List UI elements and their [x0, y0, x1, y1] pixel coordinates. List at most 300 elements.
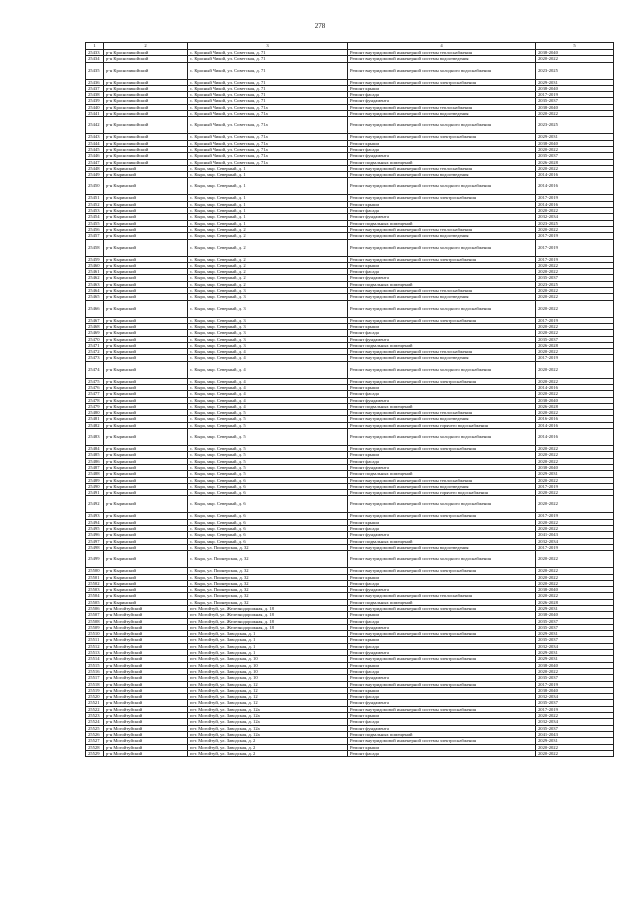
district-cell: р-н Красночикойский: [104, 79, 188, 85]
district-cell: р-н Красночикойский: [104, 56, 188, 62]
district-cell: р-н Могойтуйский: [104, 706, 188, 712]
district-cell: р-н Могойтуйский: [104, 631, 188, 637]
address-cell: с. Кыра, мкр. Северный, д. 2: [188, 275, 348, 281]
period-cell: 2038-2040: [536, 85, 614, 91]
row-number: 25476: [86, 384, 104, 390]
period-cell: 2020-2022: [536, 519, 614, 525]
row-number: 25458: [86, 239, 104, 256]
district-cell: р-н Кыринский: [104, 538, 188, 544]
period-cell: 2017-2019: [536, 256, 614, 262]
work-type-cell: Ремонт фасада: [348, 618, 536, 624]
district-cell: р-н Могойтуйский: [104, 656, 188, 662]
row-number: 25454: [86, 214, 104, 220]
period-cell: 2020-2022: [536, 288, 614, 294]
row-number: 25449: [86, 172, 104, 178]
district-cell: р-н Кыринский: [104, 323, 188, 329]
work-type-cell: Ремонт внутридомовой инженерной системы теплоснабжения: [348, 50, 536, 56]
period-cell: 2023-2025: [536, 62, 614, 79]
row-number: 25467: [86, 317, 104, 323]
address-cell: пгт. Могойтуй, ул. Заводская, д. 12а: [188, 713, 348, 719]
row-number: 25495: [86, 526, 104, 532]
period-cell: 2017-2019: [536, 239, 614, 256]
address-cell: с. Кыра, ул. Пионерская, д. 32: [188, 587, 348, 593]
address-cell: с. Кыра, мкр. Северный, д. 3: [188, 288, 348, 294]
work-type-cell: Ремонт фасада: [348, 526, 536, 532]
period-cell: 2032-2034: [536, 214, 614, 220]
work-type-cell: Ремонт фундамента: [348, 700, 536, 706]
period-cell: 2038-2040: [536, 464, 614, 470]
row-number: 25494: [86, 519, 104, 525]
row-number: 25469: [86, 330, 104, 336]
row-number: 25443: [86, 134, 104, 140]
row-number: 25489: [86, 477, 104, 483]
period-cell: 2020-2022: [536, 269, 614, 275]
address-cell: с. Кыра, мкр. Северный, д. 4: [188, 361, 348, 378]
district-cell: р-н Кыринский: [104, 269, 188, 275]
period-cell: 2020-2022: [536, 378, 614, 384]
work-type-cell: Ремонт фасада: [348, 750, 536, 756]
column-header-4: 4: [348, 43, 536, 50]
header-row: [86, 43, 614, 50]
row-number: 25463: [86, 281, 104, 287]
row-number: 25505: [86, 599, 104, 605]
work-type-cell: Ремонт внутридомовой инженерной системы горячего водоснабжения: [348, 490, 536, 496]
address-cell: с. Кыра, мкр. Северный, д. 1: [188, 178, 348, 195]
district-cell: р-н Могойтуйский: [104, 668, 188, 674]
district-cell: р-н Кыринский: [104, 178, 188, 195]
address-cell: пгт. Могойтуй, ул. Заводская, д. 12: [188, 681, 348, 687]
district-cell: р-н Кыринский: [104, 275, 188, 281]
period-cell: 2020-2022: [536, 111, 614, 117]
page-number: 278: [314, 22, 326, 30]
work-type-cell: Ремонт внутридомовой инженерной системы водоотведения: [348, 416, 536, 422]
address-cell: с. Кыра, мкр. Северный, д. 3: [188, 317, 348, 323]
period-cell: 2020-2022: [536, 580, 614, 586]
row-number: 25491: [86, 490, 104, 496]
address-cell: с. Красный Чикой, ул. Советская, д. 71а: [188, 111, 348, 117]
period-cell: 2014-2016: [536, 384, 614, 390]
work-type-cell: Ремонт фасада: [348, 458, 536, 464]
district-cell: р-н Кыринский: [104, 599, 188, 605]
row-number: 25464: [86, 288, 104, 294]
period-cell: 2035-2037: [536, 98, 614, 104]
work-type-cell: Ремонт крыши: [348, 323, 536, 329]
district-cell: р-н Красночикойский: [104, 50, 188, 56]
period-cell: 2041-2043: [536, 731, 614, 737]
period-cell: 2038-2040: [536, 687, 614, 693]
row-number: 25436: [86, 79, 104, 85]
work-type-cell: Ремонт внутридомовой инженерной системы водоотведения: [348, 233, 536, 239]
work-type-cell: Ремонт внутридомовой инженерной системы теплоснабжения: [348, 288, 536, 294]
district-cell: р-н Кыринский: [104, 429, 188, 446]
address-cell: с. Кыра, мкр. Северный, д. 6: [188, 496, 348, 513]
address-cell: с. Красный Чикой, ул. Советская, д. 71: [188, 85, 348, 91]
district-cell: р-н Кыринский: [104, 239, 188, 256]
period-cell: 2020-2022: [536, 208, 614, 214]
address-cell: с. Кыра, ул. Пионерская, д. 32: [188, 593, 348, 599]
address-cell: с. Кыра, мкр. Северный, д. 1: [188, 214, 348, 220]
address-cell: с. Кыра, мкр. Северный, д. 3: [188, 300, 348, 317]
work-type-cell: Ремонт подвальных помещений: [348, 538, 536, 544]
period-cell: 2029-2031: [536, 656, 614, 662]
column-header-2: 2: [104, 43, 188, 50]
address-cell: с. Красный Чикой, ул. Советская, д. 71: [188, 50, 348, 56]
work-type-cell: Ремонт крыши: [348, 85, 536, 91]
district-cell: р-н Могойтуйский: [104, 694, 188, 700]
district-cell: р-н Кыринский: [104, 378, 188, 384]
table-row: [86, 361, 614, 378]
district-cell: р-н Кыринский: [104, 532, 188, 538]
district-cell: р-н Кыринский: [104, 214, 188, 220]
period-cell: 2020-2022: [536, 750, 614, 756]
period-cell: 2020-2022: [536, 458, 614, 464]
work-type-cell: Ремонт фундамента: [348, 587, 536, 593]
period-cell: 2017-2019: [536, 317, 614, 323]
row-number: 25453: [86, 208, 104, 214]
address-cell: с. Кыра, мкр. Северный, д. 4: [188, 378, 348, 384]
row-number: 25523: [86, 713, 104, 719]
period-cell: 2017-2019: [536, 483, 614, 489]
work-type-cell: Ремонт подвальных помещений: [348, 342, 536, 348]
address-cell: пгт. Могойтуй, ул. Заводская, д. 12а: [188, 731, 348, 737]
table-row: [86, 117, 614, 134]
row-number: 25500: [86, 568, 104, 574]
table-row: [86, 62, 614, 79]
district-cell: р-н Кыринский: [104, 452, 188, 458]
district-cell: р-н Кыринский: [104, 471, 188, 477]
period-cell: 2020-2022: [536, 446, 614, 452]
row-number: 25480: [86, 410, 104, 416]
row-number: 25459: [86, 256, 104, 262]
period-cell: 2029-2031: [536, 738, 614, 744]
district-cell: р-н Красночикойский: [104, 140, 188, 146]
district-cell: р-н Красночикойский: [104, 85, 188, 91]
address-cell: с. Красный Чикой, ул. Советская, д. 71а: [188, 159, 348, 165]
address-cell: с. Кыра, мкр. Северный, д. 4: [188, 349, 348, 355]
row-number: 25441: [86, 111, 104, 117]
row-number: 25518: [86, 681, 104, 687]
row-number: 25484: [86, 446, 104, 452]
row-number: 25485: [86, 452, 104, 458]
address-cell: пгт. Могойтуй, ул. Заводская, д. 10: [188, 675, 348, 681]
row-number: 25516: [86, 668, 104, 674]
row-number: 25483: [86, 429, 104, 446]
column-header-5: 5: [536, 43, 614, 50]
address-cell: с. Кыра, мкр. Северный, д. 4: [188, 355, 348, 361]
work-type-cell: Ремонт внутридомовой инженерной системы электроснабжения: [348, 706, 536, 712]
work-type-cell: Ремонт внутридомовой инженерной системы электроснабжения: [348, 79, 536, 85]
capital-repair-table: [85, 42, 614, 757]
period-cell: 2035-2037: [536, 618, 614, 624]
address-cell: с. Кыра, мкр. Северный, д. 1: [188, 165, 348, 171]
address-cell: с. Красный Чикой, ул. Советская, д. 71: [188, 98, 348, 104]
address-cell: с. Кыра, мкр. Северный, д. 4: [188, 391, 348, 397]
district-cell: р-н Кыринский: [104, 336, 188, 342]
district-cell: р-н Кыринский: [104, 195, 188, 201]
row-number: 25526: [86, 731, 104, 737]
address-cell: с. Кыра, мкр. Северный, д. 5: [188, 464, 348, 470]
period-cell: 2020-2022: [536, 294, 614, 300]
period-cell: 2023-2025: [536, 281, 614, 287]
row-number: 25468: [86, 323, 104, 329]
work-type-cell: Ремонт внутридомовой инженерной системы холодного водоснабжения: [348, 429, 536, 446]
work-type-cell: Ремонт фундамента: [348, 98, 536, 104]
district-cell: р-н Кыринский: [104, 391, 188, 397]
address-cell: с. Кыра, мкр. Северный, д. 2: [188, 226, 348, 232]
work-type-cell: Ремонт крыши: [348, 452, 536, 458]
period-cell: 2020-2022: [536, 574, 614, 580]
row-number: 25452: [86, 201, 104, 207]
district-cell: р-н Могойтуйский: [104, 744, 188, 750]
period-cell: 2020-2022: [536, 668, 614, 674]
row-number: 25503: [86, 587, 104, 593]
address-cell: с. Кыра, ул. Пионерская, д. 32: [188, 574, 348, 580]
work-type-cell: Ремонт подвальных помещений: [348, 471, 536, 477]
address-cell: с. Кыра, мкр. Северный, д. 6: [188, 532, 348, 538]
district-cell: р-н Могойтуйский: [104, 700, 188, 706]
address-cell: с. Кыра, мкр. Северный, д. 2: [188, 256, 348, 262]
work-type-cell: Ремонт подвальных помещений: [348, 599, 536, 605]
work-type-cell: Ремонт внутридомовой инженерной системы электроснабжения: [348, 656, 536, 662]
address-cell: пгт. Могойтуй, ул. Заводская, д. 12: [188, 687, 348, 693]
period-cell: 2023-2025: [536, 220, 614, 226]
district-cell: р-н Кыринский: [104, 165, 188, 171]
period-cell: 2020-2022: [536, 56, 614, 62]
period-cell: 2029-2031: [536, 606, 614, 612]
work-type-cell: Ремонт внутридомовой инженерной системы электроснабжения: [348, 134, 536, 140]
district-cell: р-н Могойтуйский: [104, 675, 188, 681]
period-cell: 2020-2022: [536, 330, 614, 336]
period-cell: 2038-2040: [536, 662, 614, 668]
district-cell: р-н Кыринский: [104, 496, 188, 513]
period-cell: 2026-2028: [536, 159, 614, 165]
work-type-cell: Ремонт фундамента: [348, 464, 536, 470]
district-cell: р-н Могойтуйский: [104, 624, 188, 630]
row-number: 25460: [86, 262, 104, 268]
district-cell: р-н Кыринский: [104, 544, 188, 550]
address-cell: с. Красный Чикой, ул. Советская, д. 71: [188, 79, 348, 85]
work-type-cell: Ремонт фасада: [348, 668, 536, 674]
work-type-cell: Ремонт крыши: [348, 612, 536, 618]
period-cell: 2020-2022: [536, 744, 614, 750]
work-type-cell: Ремонт внутридомовой инженерной системы холодного водоснабжения: [348, 361, 536, 378]
period-cell: 2020-2022: [536, 323, 614, 329]
district-cell: р-н Красночикойский: [104, 153, 188, 159]
address-cell: пгт. Могойтуй, ул. Заводская, д. 10: [188, 656, 348, 662]
row-number: 25455: [86, 220, 104, 226]
address-cell: с. Красный Чикой, ул. Советская, д. 71: [188, 56, 348, 62]
row-number: 25492: [86, 496, 104, 513]
address-cell: с. Красный Чикой, ул. Советская, д. 71а: [188, 117, 348, 134]
period-cell: 2032-2034: [536, 719, 614, 725]
period-cell: 2020-2022: [536, 568, 614, 574]
work-type-cell: Ремонт фундамента: [348, 214, 536, 220]
work-type-cell: Ремонт крыши: [348, 201, 536, 207]
period-cell: 2038-2040: [536, 140, 614, 146]
work-type-cell: Ремонт подвальных помещений: [348, 731, 536, 737]
row-number: 25438: [86, 92, 104, 98]
period-cell: 2017-2019: [536, 195, 614, 201]
address-cell: с. Кыра, мкр. Северный, д. 2: [188, 262, 348, 268]
period-cell: 2032-2034: [536, 643, 614, 649]
work-type-cell: Ремонт внутридомовой инженерной системы электроснабжения: [348, 738, 536, 744]
work-type-cell: Ремонт крыши: [348, 262, 536, 268]
row-number: 25477: [86, 391, 104, 397]
work-type-cell: Ремонт внутридомовой инженерной системы холодного водоснабжения: [348, 239, 536, 256]
period-cell: 2020-2022: [536, 410, 614, 416]
row-number: 25493: [86, 513, 104, 519]
row-number: 25472: [86, 349, 104, 355]
address-cell: с. Кыра, ул. Пионерская, д. 32: [188, 551, 348, 568]
row-number: 25450: [86, 178, 104, 195]
row-number: 25440: [86, 104, 104, 110]
work-type-cell: Ремонт внутридомовой инженерной системы холодного водоснабжения: [348, 62, 536, 79]
address-cell: с. Красный Чикой, ул. Советская, д. 71а: [188, 146, 348, 152]
row-number: 25508: [86, 618, 104, 624]
period-cell: 2017-2019: [536, 544, 614, 550]
period-cell: 2017-2019: [536, 513, 614, 519]
district-cell: р-н Кыринский: [104, 458, 188, 464]
row-number: 25517: [86, 675, 104, 681]
period-cell: 2020-2022: [536, 593, 614, 599]
district-cell: р-н Красночикойский: [104, 92, 188, 98]
period-cell: 2038-2040: [536, 587, 614, 593]
period-cell: 2020-2022: [536, 477, 614, 483]
work-type-cell: Ремонт внутридомовой инженерной системы горячего водоснабжения: [348, 422, 536, 428]
work-type-cell: Ремонт внутридомовой инженерной системы электроснабжения: [348, 378, 536, 384]
address-cell: с. Кыра, мкр. Северный, д. 5: [188, 452, 348, 458]
district-cell: р-н Кыринский: [104, 403, 188, 409]
work-type-cell: Ремонт крыши: [348, 713, 536, 719]
period-cell: 2020-2022: [536, 452, 614, 458]
address-cell: пгт. Могойтуй, ул. Заводская, д. 2: [188, 744, 348, 750]
work-type-cell: Ремонт фундамента: [348, 675, 536, 681]
work-type-cell: Ремонт фундамента: [348, 532, 536, 538]
district-cell: р-н Кыринский: [104, 330, 188, 336]
address-cell: пгт. Могойтуй, ул. Заводская, д. 12а: [188, 725, 348, 731]
row-number: 25444: [86, 140, 104, 146]
period-cell: 2017-2019: [536, 92, 614, 98]
address-cell: с. Кыра, мкр. Северный, д. 5: [188, 410, 348, 416]
row-number: 25488: [86, 471, 104, 477]
district-cell: р-н Кыринский: [104, 490, 188, 496]
period-cell: 2035-2037: [536, 336, 614, 342]
address-cell: пгт. Могойтуй, ул. Заводская, д. 12: [188, 694, 348, 700]
district-cell: р-н Кыринский: [104, 317, 188, 323]
period-cell: 2029-2031: [536, 471, 614, 477]
address-cell: с. Кыра, мкр. Северный, д. 3: [188, 336, 348, 342]
work-type-cell: Ремонт внутридомовой инженерной системы электроснабжения: [348, 681, 536, 687]
period-cell: 2017-2019: [536, 355, 614, 361]
work-type-cell: Ремонт фасада: [348, 330, 536, 336]
work-type-cell: Ремонт внутридомовой инженерной системы водоотведения: [348, 355, 536, 361]
period-cell: 2020-2022: [536, 496, 614, 513]
work-type-cell: Ремонт внутридомовой инженерной системы водоотведения: [348, 172, 536, 178]
work-type-cell: Ремонт крыши: [348, 744, 536, 750]
row-number: 25456: [86, 226, 104, 232]
period-cell: 2035-2037: [536, 624, 614, 630]
period-cell: 2020-2022: [536, 226, 614, 232]
district-cell: р-н Кыринский: [104, 201, 188, 207]
address-cell: с. Кыра, мкр. Северный, д. 3: [188, 323, 348, 329]
period-cell: 2038-2040: [536, 50, 614, 56]
period-cell: 2020-2022: [536, 526, 614, 532]
work-type-cell: Ремонт фасада: [348, 580, 536, 586]
district-cell: р-н Кыринский: [104, 262, 188, 268]
row-number: 25470: [86, 336, 104, 342]
row-number: 25506: [86, 606, 104, 612]
row-number: 25433: [86, 50, 104, 56]
district-cell: р-н Кыринский: [104, 410, 188, 416]
work-type-cell: Ремонт внутридомовой инженерной системы электроснабжения: [348, 568, 536, 574]
district-cell: р-н Могойтуйский: [104, 618, 188, 624]
row-number: 25512: [86, 643, 104, 649]
address-cell: пгт. Могойтуй, ул. Железнодорожная, д. 18: [188, 624, 348, 630]
period-cell: 2029-2031: [536, 134, 614, 140]
address-cell: пгт. Могойтуй, ул. Заводская, д. 10: [188, 668, 348, 674]
period-cell: 2035-2037: [536, 275, 614, 281]
district-cell: р-н Кыринский: [104, 397, 188, 403]
row-number: 25439: [86, 98, 104, 104]
row-number: 25525: [86, 725, 104, 731]
district-cell: р-н Красночикойский: [104, 62, 188, 79]
address-cell: с. Кыра, мкр. Северный, д. 5: [188, 422, 348, 428]
work-type-cell: Ремонт фасада: [348, 208, 536, 214]
address-cell: с. Кыра, мкр. Северный, д. 1: [188, 195, 348, 201]
district-cell: р-н Могойтуйский: [104, 725, 188, 731]
period-cell: 2014-2016: [536, 178, 614, 195]
address-cell: с. Кыра, мкр. Северный, д. 4: [188, 403, 348, 409]
district-cell: р-н Кыринский: [104, 446, 188, 452]
row-number: 25501: [86, 574, 104, 580]
address-cell: с. Красный Чикой, ул. Советская, д. 71а: [188, 153, 348, 159]
address-cell: с. Кыра, мкр. Северный, д. 2: [188, 233, 348, 239]
row-number: 25474: [86, 361, 104, 378]
work-type-cell: Ремонт внутридомовой инженерной системы электроснабжения: [348, 631, 536, 637]
table-row: [86, 496, 614, 513]
row-number: 25515: [86, 662, 104, 668]
work-type-cell: Ремонт фундамента: [348, 397, 536, 403]
district-cell: р-н Кыринский: [104, 551, 188, 568]
row-number: 25475: [86, 378, 104, 384]
period-cell: 2038-2040: [536, 397, 614, 403]
period-cell: 2023-2025: [536, 117, 614, 134]
district-cell: р-н Кыринский: [104, 361, 188, 378]
district-cell: р-н Кыринский: [104, 422, 188, 428]
address-cell: пгт. Могойтуй, ул. Заводская, д. 12а: [188, 706, 348, 712]
period-cell: 2020-2022: [536, 165, 614, 171]
district-cell: р-н Кыринский: [104, 519, 188, 525]
period-cell: 2014-2016: [536, 172, 614, 178]
district-cell: р-н Могойтуйский: [104, 606, 188, 612]
work-type-cell: Ремонт фасада: [348, 269, 536, 275]
row-number: 25510: [86, 631, 104, 637]
row-number: 25524: [86, 719, 104, 725]
work-type-cell: Ремонт внутридомовой инженерной системы электроснабжения: [348, 446, 536, 452]
address-cell: с. Кыра, мкр. Северный, д. 6: [188, 490, 348, 496]
district-cell: р-н Могойтуйский: [104, 719, 188, 725]
work-type-cell: Ремонт внутридомовой инженерной системы электроснабжения: [348, 513, 536, 519]
work-type-cell: Ремонт фасада: [348, 92, 536, 98]
work-type-cell: Ремонт фундамента: [348, 336, 536, 342]
work-type-cell: Ремонт внутридомовой инженерной системы холодного водоснабжения: [348, 551, 536, 568]
address-cell: пгт. Могойтуй, ул. Заводская, д. 1: [188, 637, 348, 643]
work-type-cell: Ремонт внутридомовой инженерной системы теплоснабжения: [348, 104, 536, 110]
district-cell: р-н Кыринский: [104, 568, 188, 574]
district-cell: р-н Кыринский: [104, 593, 188, 599]
row-number: 25481: [86, 416, 104, 422]
district-cell: р-н Красночикойский: [104, 159, 188, 165]
